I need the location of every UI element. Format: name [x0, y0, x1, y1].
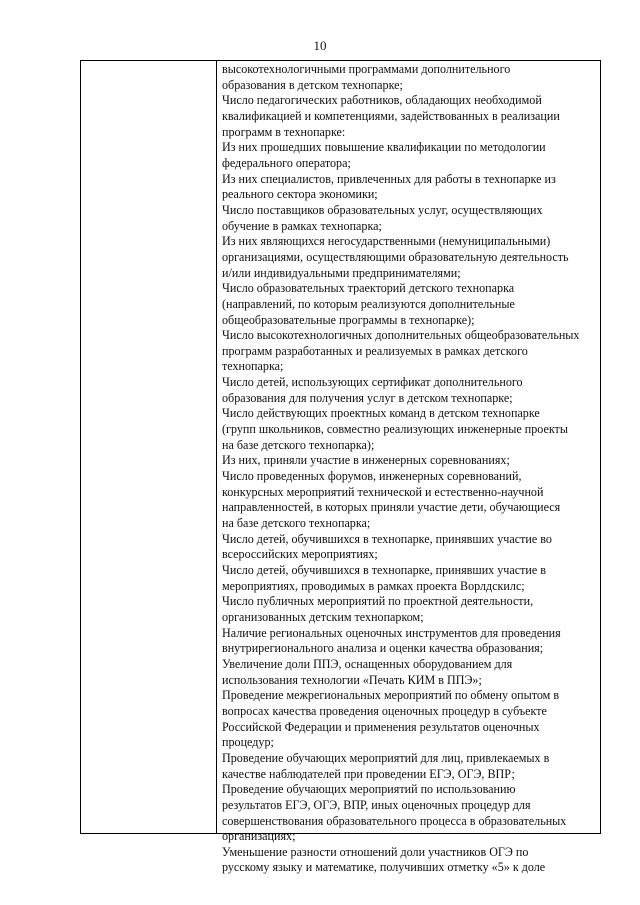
indicator-text-line: конкурсных мероприятий технической и естественно-научной — [222, 484, 544, 499]
indicator-text-line: совершенствования образовательного процесса в образовательных — [222, 813, 567, 828]
table-right-cell — [217, 61, 600, 875]
indicator-text-line: программ разработанных и реализуемых в рамках детского — [222, 343, 528, 358]
indicator-text-line: (групп школьников, совместно реализующих инженерные проекты — [222, 422, 568, 437]
indicator-text-line: результатов ЕГЭ, ОГЭ, ВПР, иных оценочных процедур для — [222, 797, 531, 812]
indicator-text-line: федерального оператора; — [222, 155, 351, 170]
indicator-text-line: образования в детском технопарке; — [222, 77, 403, 92]
indicator-text-line: Наличие региональных оценочных инструментов для проведения — [222, 625, 561, 640]
indicator-text-line: использования технологии «Печать КИМ в ППЭ»; — [222, 672, 482, 687]
indicator-text-line: реального сектора экономики; — [222, 187, 378, 202]
indicator-text-line: Из них, приняли участие в инженерных соревнованиях; — [222, 453, 510, 468]
indicator-text-line: Число публичных мероприятий по проектной деятельности, — [222, 594, 534, 609]
indicator-text-line: Число проведенных форумов, инженерных соревнований, — [222, 469, 522, 484]
indicator-text-line: русскому языку и математике, получивших отметку «5» к доле — [222, 860, 546, 875]
indicator-text-line: Число детей, обучившихся в технопарке, принявших участие в — [222, 563, 546, 577]
indicator-text-line: направленностей, в которых приняли участие дети, обучающиеся — [222, 500, 561, 515]
indicator-text-line: всероссийских мероприятиях; — [222, 547, 378, 562]
indicator-text-line: обучение в рамках технопарка; — [222, 218, 382, 233]
indicator-text-line: Число образовательных траекторий детского технопарка — [222, 281, 515, 296]
indicator-text-line: организациями, осуществляющими образовательную деятельность — [222, 249, 569, 264]
indicator-text-line: Число детей, использующих сертификат дополнительного — [222, 375, 523, 390]
table-left-cell — [81, 61, 217, 833]
indicator-text-line: на базе детского технопарка; — [222, 516, 371, 531]
indicator-text-line: качестве наблюдателей при проведении ЕГЭ, ОГЭ, ВПР; — [222, 766, 515, 781]
indicator-text-line: организованных детским технопарком; — [222, 609, 424, 624]
indicator-text-line: мероприятиях, проводимых в рамках проекта Ворлдскилс; — [222, 578, 525, 593]
indicator-text-line: Число высокотехнологичных дополнительных общеобразовательных — [222, 328, 580, 343]
indicator-text-line: вопросах качества проведения оценочных процедур в субъекте — [222, 703, 547, 718]
indicator-text-line: Число действующих проектных команд в детском технопарке — [222, 406, 540, 421]
indicator-text-line: Российской Федерации и применения результатов оценочных — [222, 719, 540, 734]
indicator-text-line: Из них являющихся негосударственными (немуниципальными) — [222, 234, 551, 249]
indicator-text-line: образования для получения услуг в детском технопарке; — [222, 390, 513, 405]
indicator-text-line: организациях; — [222, 829, 296, 844]
indicator-text-line: Проведение межрегиональных мероприятий по обмену опытом в — [222, 688, 560, 703]
indicator-text-line: технопарка; — [222, 359, 284, 374]
indicator-text-line: Проведение обучающих мероприятий по использованию — [222, 782, 516, 797]
indicator-text-line: Проведение обучающих мероприятий для лиц, привлекаемых в — [222, 750, 550, 765]
indicator-text-line: Уменьшение разности отношений доли участников ОГЭ по — [222, 844, 529, 859]
indicator-text-line: и/или индивидуальными предпринимателями; — [222, 265, 461, 280]
indicator-text-line: Из них прошедших повышение квалификации по методологии — [222, 140, 546, 155]
indicator-text-line: процедур; — [222, 735, 274, 750]
indicator-text-line: Из них специалистов, привлеченных для работы в технопарке из — [222, 171, 556, 186]
indicator-text-line: внутрирегионального анализа и оценки качества образования; — [222, 641, 544, 656]
indicator-text-line: Число детей, обучившихся в технопарке, принявших участие во — [222, 531, 552, 546]
indicator-text-line: Увеличение доли ППЭ, оснащенных оборудованием для — [222, 656, 513, 671]
indicator-text-line: (направлений, по которым реализуются дополнительные — [222, 296, 515, 311]
indicator-table — [80, 60, 601, 875]
indicator-text-line: высокотехнологичными программами дополнительного — [222, 62, 511, 76]
indicator-text-line: квалификацией и компетенциями, задействованных в реализации — [222, 108, 560, 123]
indicator-text-line: на базе детского технопарка); — [222, 437, 375, 452]
indicator-text-line: общеобразовательные программы в технопарке); — [222, 312, 475, 327]
indicator-text-line: Число педагогических работников, обладающих необходимой — [222, 93, 542, 108]
page-number: 10 — [313, 38, 327, 53]
indicator-text-line: программ в технопарке: — [222, 124, 346, 139]
indicator-text-line: Число поставщиков образовательных услуг, осуществляющих — [222, 202, 543, 217]
